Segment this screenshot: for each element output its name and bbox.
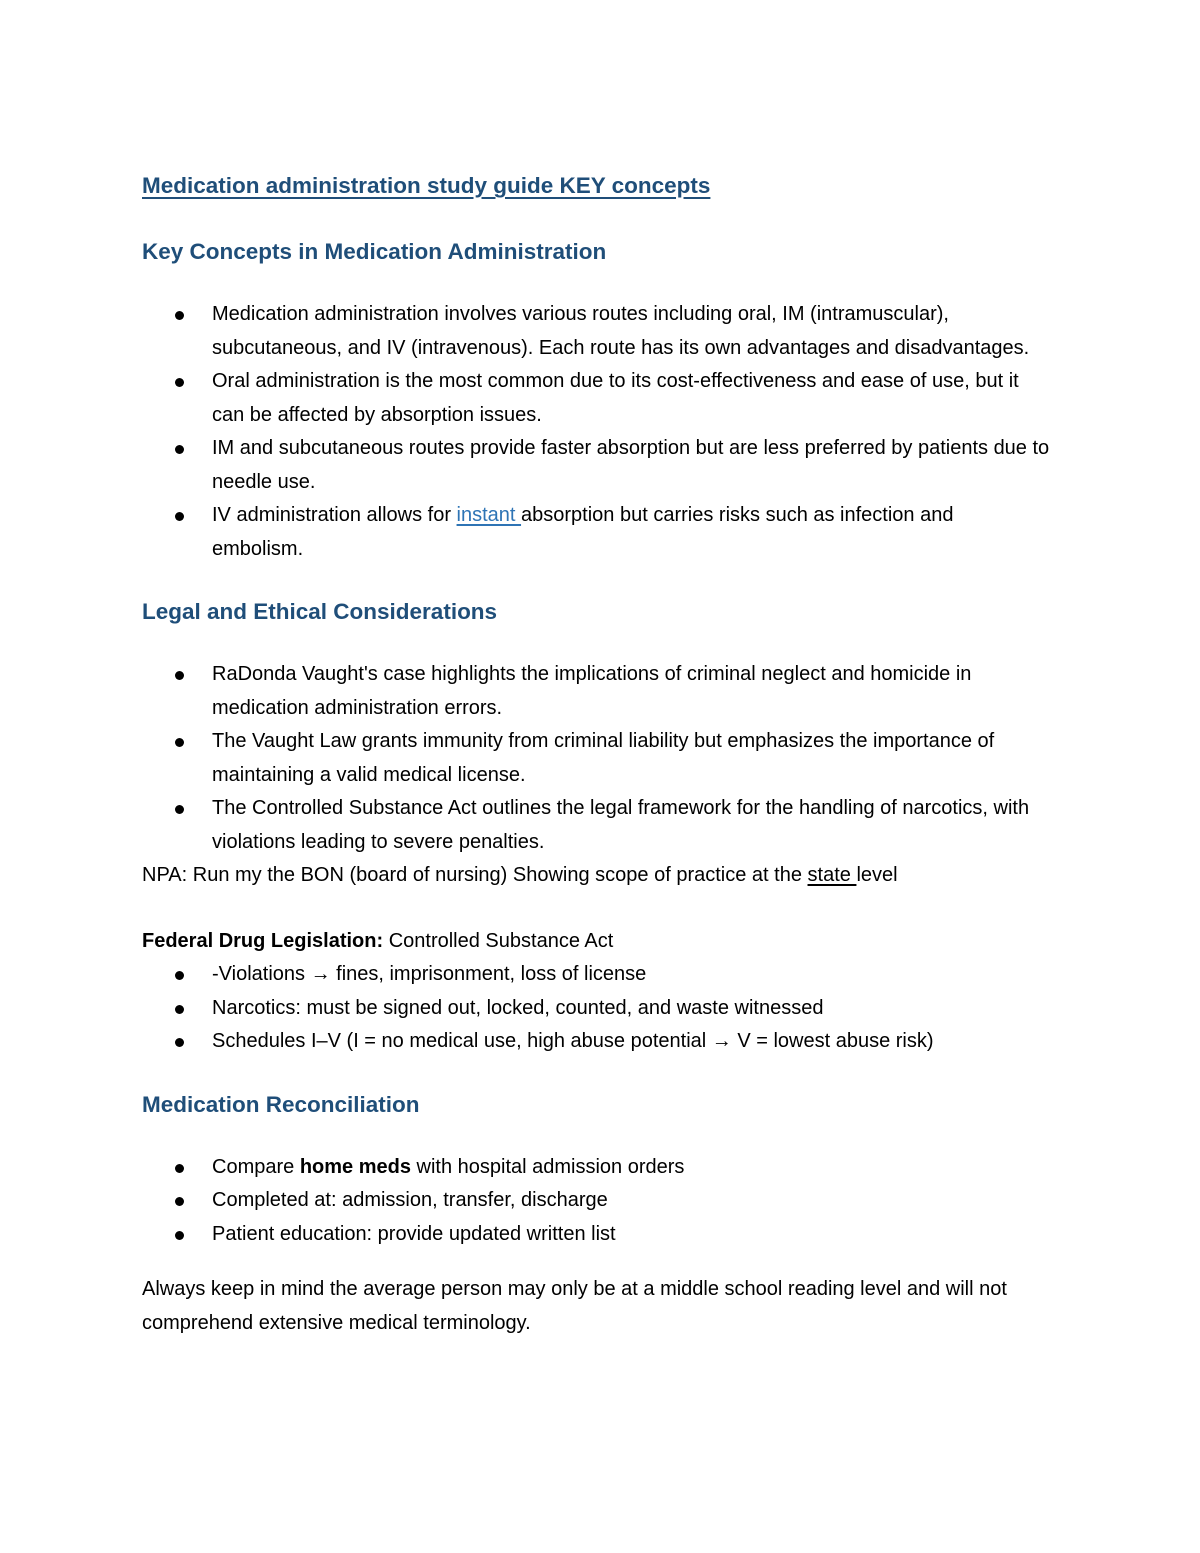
bullet-dot-icon: [175, 512, 184, 521]
list-item: [212, 992, 1050, 1026]
list-item: [212, 298, 1050, 365]
federal-label: Federal Drug Legislation:: [142, 929, 384, 952]
bullet-dot-icon: [175, 445, 184, 454]
spacer: [142, 893, 1050, 925]
bullet-dot-icon: [175, 378, 184, 387]
list-item-text: IV administration allows for: [212, 504, 457, 526]
federal-list: [142, 958, 1050, 1059]
list-item: [212, 432, 1050, 499]
bullet-dot-icon: [175, 1164, 184, 1173]
document-title: Medication administration study guide KEY concepts: [142, 173, 711, 198]
list-item-text: Medication administration involves various routes including oral, IM (intramuscular), subcutaneous, and IV (intravenous). Each route has its own advantages and disadvantages.: [212, 303, 1030, 359]
home-meds-bold: home meds: [299, 1155, 411, 1178]
bullet-dot-icon: [175, 1197, 184, 1206]
list-item: [212, 792, 1050, 859]
list-item-text: The Vaught Law grants immunity from criminal liability but emphasizes the importance of maintaining a valid medical license.: [212, 730, 995, 786]
heading-legal-ethical: Legal and Ethical Considerations: [142, 599, 498, 624]
list-item: [212, 725, 1050, 792]
legal-list: [142, 658, 1050, 859]
bullet-dot-icon: [175, 738, 184, 747]
list-item-text: -Violations → fines, imprisonment, loss of license: [212, 963, 647, 985]
list-item-text: The Controlled Substance Act outlines the legal framework for the handling of narcotics, with violations leading to severe penalties.: [212, 797, 1030, 853]
list-item-text: Narcotics: must be signed out, locked, counted, and waste witnessed: [212, 996, 824, 1019]
npa-text-end: level: [856, 864, 898, 886]
heading-medication-reconciliation: Medication Reconciliation: [142, 1091, 420, 1117]
list-item: [212, 1184, 1050, 1218]
reconciliation-list: [142, 1151, 1050, 1252]
bullet-dot-icon: [175, 1231, 184, 1240]
list-item: [212, 1025, 1050, 1059]
list-item-text: Oral administration is the most common due to its cost-effectiveness and ease of use, but it can be affected by absorption issues.: [212, 370, 1019, 426]
instant-link[interactable]: instant: [456, 504, 522, 526]
list-item: [212, 1151, 1050, 1185]
list-item-text: Compare: [212, 1155, 300, 1178]
federal-legislation-line: [142, 925, 1050, 959]
list-item-text: Schedules I–V (I = no medical use, high abuse potential → V = lowest abuse risk): [212, 1030, 934, 1052]
list-item: [212, 365, 1050, 432]
heading-key-concepts: Key Concepts in Medication Administration: [142, 239, 607, 264]
list-item: [212, 958, 1050, 992]
spacer: [142, 566, 1050, 596]
npa-text: NPA: Run my the BON (board of nursing) Showing scope of practice at the: [142, 864, 808, 886]
list-item: [212, 499, 1050, 566]
spacer: [142, 1059, 1050, 1089]
bullet-dot-icon: [175, 1005, 184, 1014]
list-item-text: RaDonda Vaught's case highlights the implications of criminal neglect and homicide in medication administration errors.: [212, 663, 972, 719]
spacer: [142, 1251, 1050, 1273]
npa-state-underlined: state: [807, 864, 857, 886]
list-item: [212, 1218, 1050, 1252]
list-item-text: absorption but carries risks such as infection and embolism.: [212, 504, 954, 560]
bullet-dot-icon: [175, 671, 184, 680]
bullet-dot-icon: [175, 971, 184, 980]
bullet-dot-icon: [175, 805, 184, 814]
list-item-text: with hospital admission orders: [410, 1155, 685, 1178]
list-item-text: Patient education: provide updated written list: [212, 1222, 616, 1245]
list-item-text: Completed at: admission, transfer, discharge: [212, 1189, 608, 1211]
federal-value: Controlled Substance Act: [383, 929, 614, 952]
npa-paragraph: [142, 859, 1050, 893]
list-item-text: IM and subcutaneous routes provide faster absorption but are less preferred by patients due to needle use.: [212, 437, 1050, 493]
closing-paragraph: Always keep in mind the average person may only be at a middle school reading level and will not comprehend extensive medical terminology.: [142, 1278, 1007, 1334]
list-item: [212, 658, 1050, 725]
bullet-dot-icon: [175, 1038, 184, 1047]
bullet-dot-icon: [175, 311, 184, 320]
key-concepts-list: [142, 298, 1050, 566]
